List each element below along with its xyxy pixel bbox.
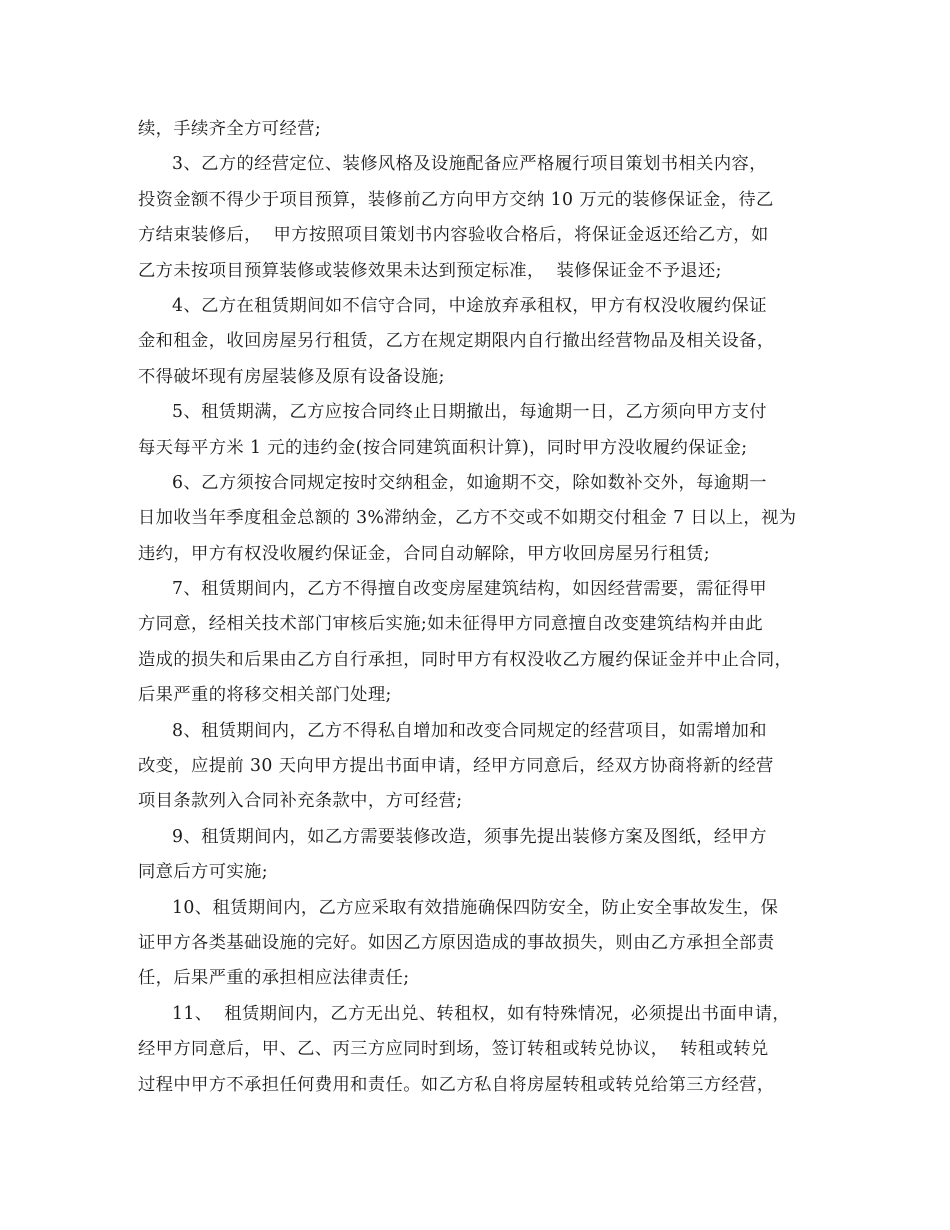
text-line: 每天每平方米 1 元的违约金(按合同建筑面积计算)，同时甲方没收履约保证金;	[138, 437, 748, 458]
text-line: 证甲方各类基础设施的完好。如因乙方原因造成的事故损失，则由乙方承担全部责	[138, 932, 775, 953]
text-line: 日加收当年季度租金总额的 3%滞纳金，乙方不交或不如期交付租金 7 日以上，视为	[138, 508, 797, 529]
text-line: 改变，应提前 30 天向甲方提出书面申请，经甲方同意后，经双方协商将新的经营	[138, 756, 774, 777]
text-line: 方同意，经相关技术部门审核后实施;如未征得甲方同意擅自改变建筑结构并由此	[138, 614, 764, 635]
text-line: 5、租赁期满，乙方应按合同终止日期撤出，每逾期一日，乙方须向甲方支付	[172, 402, 767, 423]
text-line: 同意后方可实施;	[138, 862, 268, 883]
text-line: 11、 租赁期间内，乙方无出兑、转租权，如有特殊情况，必须提出书面申请，	[172, 1003, 791, 1024]
text-line: 经甲方同意后，甲、乙、丙三方应同时到场，签订转租或转兑协议， 转租或转兑	[138, 1039, 769, 1060]
text-line: 违约，甲方有权没收履约保证金，合同自动解除，甲方收回房屋另行租赁;	[138, 543, 711, 564]
text-line: 7、租赁期间内，乙方不得擅自改变房屋建筑结构，如因经营需要，需征得甲	[172, 579, 767, 600]
text-line: 9、租赁期间内，如乙方需要装修改造，须事先提出装修方案及图纸，经甲方	[172, 826, 767, 847]
text-line: 不得破坏现有房屋装修及原有设备设施;	[138, 366, 445, 387]
text-line: 6、乙方须按合同规定按时交纳租金，如逾期不交，除如数补交外，每逾期一	[172, 472, 767, 493]
text-line: 投资金额不得少于项目预算，装修前乙方向甲方交纳 10 万元的装修保证金，待乙	[138, 189, 774, 210]
text-line: 8、租赁期间内，乙方不得私自增加和改变合同规定的经营项目，如需增加和	[172, 720, 767, 741]
document-body	[138, 112, 816, 1103]
text-line: 过程中甲方不承担任何费用和责任。如乙方私自将房屋转租或转兑给第三方经营，	[138, 1074, 775, 1095]
text-line: 项目条款列入合同补充条款中，方可经营;	[138, 791, 463, 812]
text-line: 续，手续齐全方可经营;	[138, 119, 322, 139]
text-line: 方结束装修后， 甲方按照项目策划书内容验收合格后，将保证金返还给乙方，如	[138, 225, 769, 246]
text-line: 3、乙方的经营定位、装修风格及设施配备应严格履行项目策划书相关内容，	[172, 154, 767, 175]
text-line: 乙方未按项目预算装修或装修效果未达到预定标准， 装修保证金不予退还;	[138, 260, 722, 281]
text-line: 4、乙方在租赁期间如不信守合同，中途放弃承租权，甲方有权没收履约保证	[172, 295, 767, 316]
text-line: 10、租赁期间内，乙方应采取有效措施确保四防安全，防止安全事故发生，保	[172, 897, 779, 918]
text-line: 造成的损失和后果由乙方自行承担，同时甲方有权没收乙方履约保证金并中止合同，	[138, 649, 793, 670]
text-line: 任，后果严重的承担相应法律责任;	[138, 968, 410, 989]
text-line: 金和租金，收回房屋另行租赁，乙方在规定期限内自行撤出经营物品及相关设备，	[138, 331, 775, 352]
text-line: 后果严重的将移交相关部门处理;	[138, 685, 392, 706]
